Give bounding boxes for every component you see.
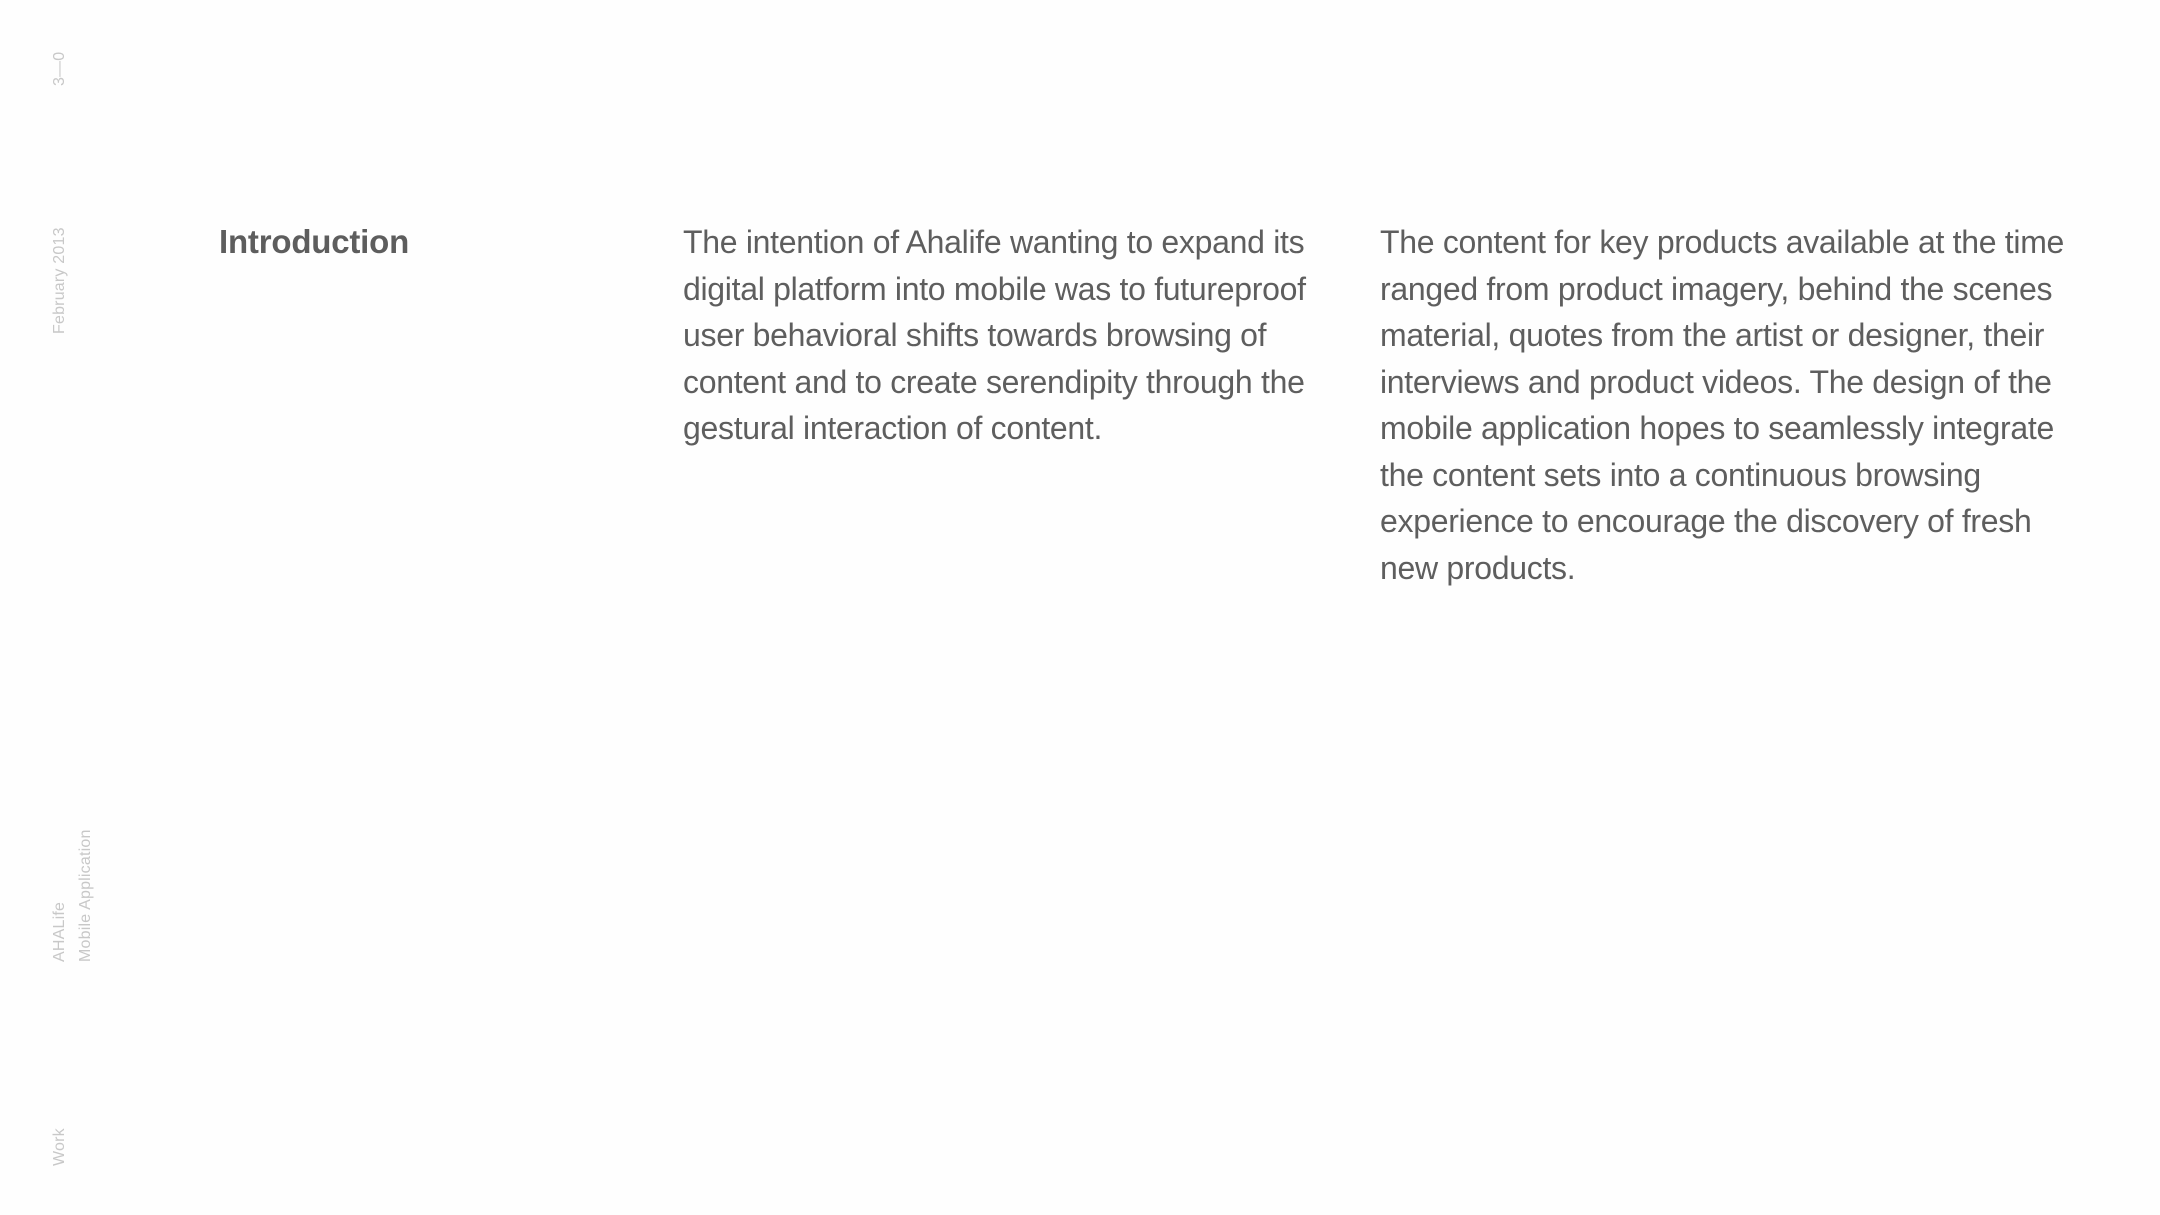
project-name: AHALife [51, 901, 68, 962]
intro-paragraph-1: The intention of Ahalife wanting to expand its digital platform into mobile was to futureproof user behavioral shifts towards browsing of content and to create serendipity through the gestural interaction of content. [683, 224, 1306, 446]
page-number: 3—0 [51, 51, 68, 86]
intro-paragraph-2: The content for key products available at the time ranged from product imagery, behind the scenes material, quotes from the artist or designer, their interviews and product videos. The design of the mobile application hopes to seamlessly integrate the content sets into a continuous browsing experience to encourage the discovery of fresh new products. [1380, 224, 2065, 586]
section-label: Work [51, 1128, 68, 1166]
project-subtitle: Mobile Application [77, 829, 94, 962]
section-heading: Introduction [219, 223, 410, 260]
date-label: February 2013 [51, 227, 68, 334]
